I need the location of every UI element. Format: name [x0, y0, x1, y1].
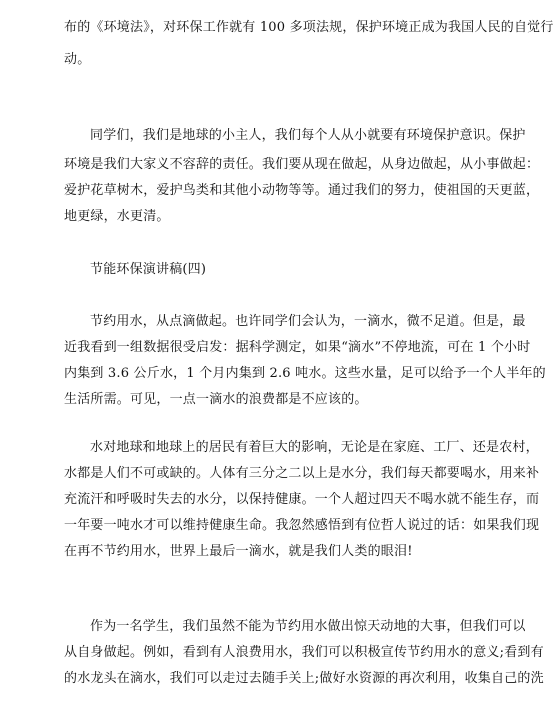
paragraph-line [64, 18, 554, 38]
section-heading: 节能环保演讲稿(四) [90, 262, 207, 277]
paragraph-line: 近我看到一组数据很受启发：据科学测定，如果“滴水”不停地流，可在 1 个小时 [64, 340, 531, 355]
paragraph-line: 水都是人们不可或缺的。人体有三分之二以上是水分，我们每天都要喝水，用来补 [64, 466, 540, 481]
paragraph-line: 动。 [64, 52, 91, 67]
paragraph-line: 作为一名学生，我们虽然不能为节约用水做出惊天动地的大事，但我们可以 [90, 619, 526, 634]
paragraph-line: 同学们，我们是地球的小主人，我们每个人从小就要有环境保护意识。保护 [90, 128, 526, 143]
paragraph-line: 水对地球和地球上的居民有着巨大的影响，无论是在家庭、工厂、还是农村， [90, 440, 539, 455]
paragraph-line: 充流汗和呼吸时失去的水分，以保持健康。一个人超过四天不喝水就不能生存，而 [64, 492, 540, 507]
paragraph-line: 地更绿，水更清。 [64, 209, 170, 224]
paragraph-line: 内集到 3.6 公斤水，1 个月内集到 2.6 吨水。这些水量，足可以给予一个人半年的 [64, 366, 546, 381]
paragraph-line: 环境是我们大家义不容辞的责任。我们要从现在做起，从身边做起，从小事做起： [64, 157, 540, 172]
paragraph-line: 节约用水，从点滴做起。也许同学们会认为，一滴水，微不足道。但是，最 [90, 314, 526, 329]
paragraph-line: 爱护花草树木，爱护鸟类和其他小动物等等。通过我们的努力，使祖国的天更蓝， [64, 183, 540, 198]
line-text: 布的《环境法》，对环保工作就有 100 多项法规，保护环境正成为我国人民的自觉行 [64, 20, 554, 35]
paragraph-line: 在再不节约用水，世界上最后一滴水，就是我们人类的眼泪! [64, 544, 413, 559]
paragraph-line: 的水龙头在滴水，我们可以走过去随手关上;做好水资源的再次利用，收集自己的洗 [64, 671, 544, 686]
paragraph-line: 生活所需。可见，一点一滴水的浪费都是不应该的。 [64, 392, 368, 407]
paragraph-line: 从自身做起。例如，看到有人浪费用水，我们可以积极宣传节约用水的意义;看到有 [64, 645, 544, 660]
paragraph-line: 一年要一吨水才可以维持健康生命。我忽然感悟到有位哲人说过的话：如果我们现 [64, 518, 540, 533]
